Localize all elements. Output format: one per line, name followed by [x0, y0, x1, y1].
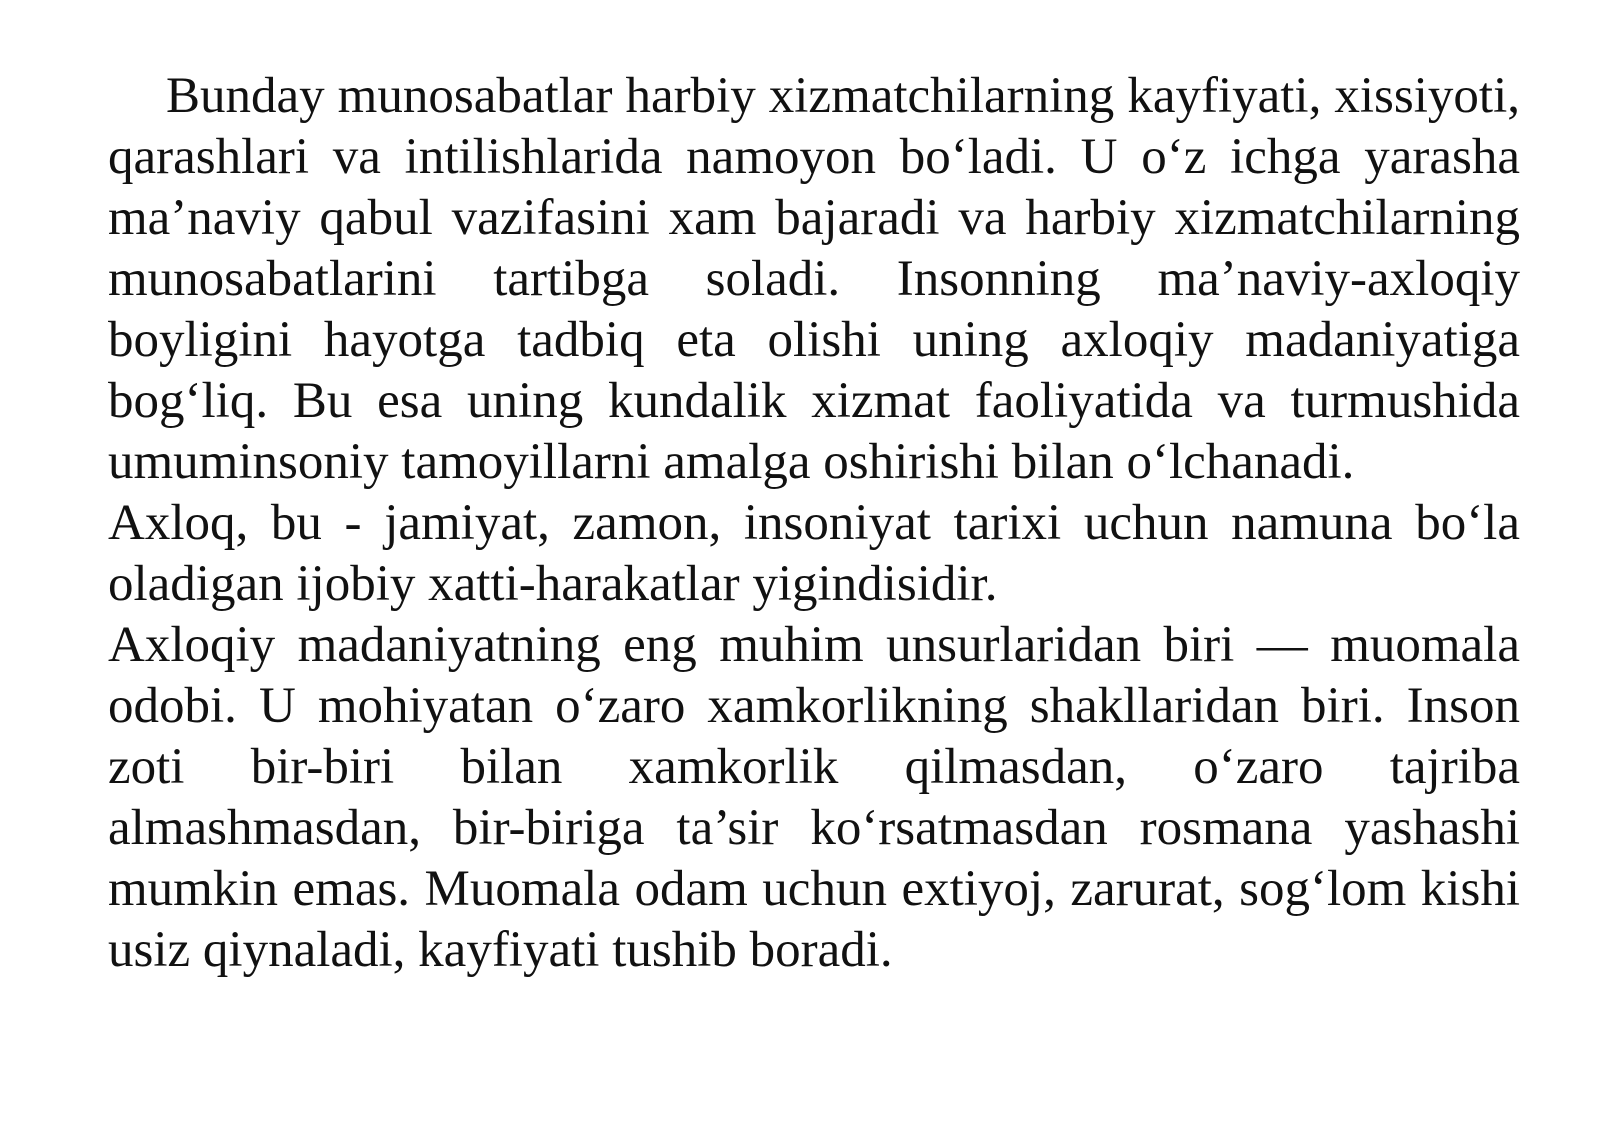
document-page [108, 66, 1520, 981]
paragraph-1: Bunday munosabatlar harbiy xizmatchilarning kayfiyati, xissiyoti, qarashlari va intilishlarida namoyon bo‘ladi. U o‘z ichga yarasha ma’naviy qabul vazifasini xam bajaradi va harbiy xizmatchilarning munosabatlarini tartibga soladi. Insonning ma’naviy-axloqiy boyligini hayotga tadbiq eta olishi uning axloqiy madaniyatiga bog‘liq. Bu esa uning kundalik xizmat faoliyatida va turmushida umuminsoniy tamoyillarni amalga oshirishi bilan o‘lchanadi. [108, 68, 1520, 490]
paragraph-2: Axloq, bu - jamiyat, zamon, insoniyat tarixi uchun namuna bo‘la oladigan ijobiy xatti-harakatlar yigindisidir. [108, 495, 1520, 612]
paragraph-3: Axloqiy madaniyatning eng muhim unsurlaridan biri — muomala odobi. U mohiyatan o‘zaro xamkorlikning shakllaridan biri. Inson zoti bir-biri bilan xamkorlik qilmasdan, o‘zaro tajriba almashmasdan, bir-biriga ta’sir ko‘rsatmasdan rosmana yashashi mumkin emas. Muomala odam uchun extiyoj, zarurat, sog‘lom kishi usiz qiynaladi, kayfiyati tushib boradi. [108, 617, 1520, 978]
